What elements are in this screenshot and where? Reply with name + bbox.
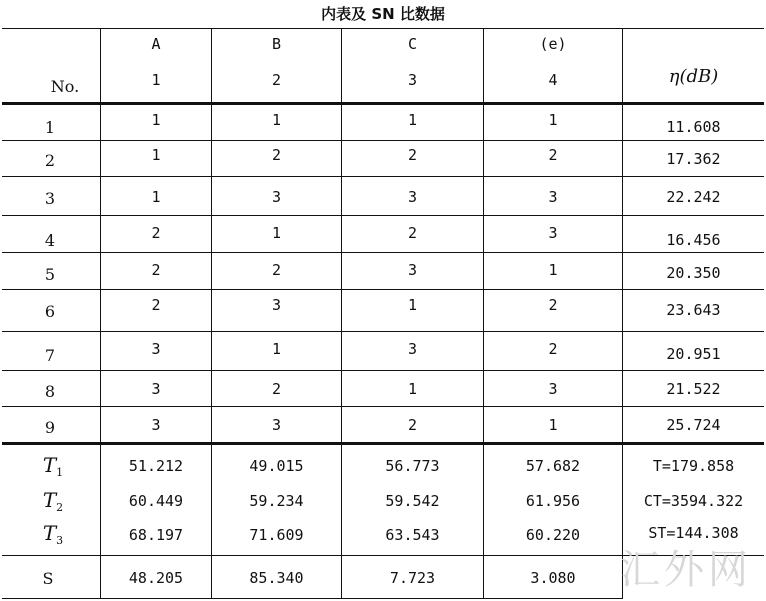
cell-e: 2 bbox=[548, 340, 558, 358]
cell-c: 7.723 bbox=[389, 569, 436, 587]
cell-a: 2 bbox=[151, 296, 161, 314]
totals-label: $T_3$ bbox=[42, 521, 64, 547]
cell-c: 2 bbox=[407, 224, 418, 242]
cell-a: 2 bbox=[151, 261, 161, 279]
cell-c: 59.542 bbox=[385, 492, 440, 510]
cell-c: 56.773 bbox=[385, 457, 440, 475]
cell-eta: 17.362 bbox=[666, 150, 721, 168]
table-bottom-rule bbox=[2, 598, 622, 599]
row-rule bbox=[2, 406, 764, 407]
cell-a: 51.212 bbox=[128, 457, 184, 475]
totals-top-rule bbox=[2, 442, 764, 445]
cell-c: 1 bbox=[407, 380, 418, 398]
cell-eta: 25.724 bbox=[666, 416, 721, 434]
header-col-4: 4 bbox=[548, 71, 558, 89]
cell-b: 85.340 bbox=[249, 569, 304, 587]
cell-b: 2 bbox=[271, 261, 282, 279]
cell-c: 63.543 bbox=[385, 526, 440, 544]
cell-e: 3 bbox=[548, 224, 558, 242]
cell-eta: 20.350 bbox=[666, 264, 721, 282]
cell-c: 2 bbox=[407, 146, 418, 164]
row-rule bbox=[2, 370, 764, 371]
cell-b: 1 bbox=[271, 340, 282, 358]
cell-e: 1 bbox=[548, 416, 558, 434]
header-factor-e: (e) bbox=[539, 35, 567, 53]
cell-b: 59.234 bbox=[249, 492, 304, 510]
cell-a: 1 bbox=[151, 111, 161, 129]
cell-e: 2 bbox=[548, 296, 558, 314]
row-no: 3 bbox=[44, 189, 56, 208]
row-rule bbox=[2, 331, 764, 332]
row-no: 2 bbox=[44, 151, 56, 170]
cell-e: 3.080 bbox=[530, 569, 576, 587]
table-title: 内表及 SN 比数据 bbox=[321, 5, 445, 23]
cell-e: 1 bbox=[548, 261, 558, 279]
header-no: No. bbox=[50, 77, 80, 96]
row-no: 8 bbox=[44, 382, 56, 401]
cell-e: 61.956 bbox=[525, 492, 581, 510]
cell-eta: 16.456 bbox=[666, 231, 721, 249]
cell-b: 49.015 bbox=[249, 457, 304, 475]
row-no: 4 bbox=[44, 231, 56, 250]
row-no: 1 bbox=[44, 118, 56, 137]
cell-e: 57.682 bbox=[525, 457, 581, 475]
row-rule bbox=[2, 289, 764, 290]
cell-c: 3 bbox=[407, 261, 418, 279]
cell-c: 2 bbox=[407, 416, 418, 434]
summary-ct: CT=3594.322 bbox=[643, 492, 744, 510]
cell-e: 3 bbox=[548, 188, 558, 206]
totals-label: $T_2$ bbox=[42, 488, 64, 514]
row-no: 5 bbox=[44, 265, 56, 284]
cell-c: 1 bbox=[407, 296, 418, 314]
cell-a: 3 bbox=[151, 340, 161, 358]
row-no: 7 bbox=[44, 346, 56, 365]
summary-t: T=179.858 bbox=[652, 457, 735, 475]
cell-e: 2 bbox=[548, 146, 558, 164]
header-col-3: 3 bbox=[407, 71, 418, 89]
header-col-2: 2 bbox=[271, 71, 282, 89]
cell-b: 3 bbox=[271, 296, 282, 314]
header-factor-a: A bbox=[151, 35, 161, 53]
row-rule bbox=[2, 140, 764, 141]
header-factor-b: B bbox=[271, 35, 282, 53]
cell-a: 1 bbox=[151, 188, 161, 206]
cell-eta: 20.951 bbox=[666, 345, 721, 363]
row-rule bbox=[2, 252, 764, 253]
header-eta: η(dB) bbox=[668, 66, 719, 87]
s-label: S bbox=[42, 569, 54, 588]
cell-b: 1 bbox=[271, 224, 282, 242]
row-rule bbox=[2, 176, 764, 177]
cell-a: 60.449 bbox=[128, 492, 184, 510]
row-rule bbox=[2, 215, 764, 216]
cell-e: 60.220 bbox=[525, 526, 581, 544]
cell-a: 2 bbox=[151, 224, 161, 242]
header-bottom-rule bbox=[2, 102, 764, 105]
cell-a: 3 bbox=[151, 416, 161, 434]
cell-b: 1 bbox=[271, 111, 282, 129]
header-factor-c: C bbox=[407, 35, 418, 53]
cell-e: 3 bbox=[548, 380, 558, 398]
watermark: 汇外网 bbox=[620, 547, 752, 593]
cell-b: 2 bbox=[271, 380, 282, 398]
cell-a: 48.205 bbox=[128, 569, 184, 587]
cell-e: 1 bbox=[548, 111, 558, 129]
cell-a: 68.197 bbox=[128, 526, 184, 544]
cell-eta: 22.242 bbox=[666, 188, 721, 206]
cell-a: 1 bbox=[151, 146, 161, 164]
cell-c: 3 bbox=[407, 340, 418, 358]
cell-a: 3 bbox=[151, 380, 161, 398]
cell-c: 1 bbox=[407, 111, 418, 129]
totals-label: $T_1$ bbox=[42, 453, 64, 479]
row-no: 6 bbox=[44, 302, 56, 321]
table-top-rule bbox=[2, 28, 764, 29]
cell-eta: 21.522 bbox=[666, 380, 721, 398]
cell-b: 3 bbox=[271, 416, 282, 434]
row-no: 9 bbox=[44, 418, 56, 437]
cell-eta: 23.643 bbox=[666, 301, 721, 319]
cell-b: 71.609 bbox=[249, 526, 304, 544]
cell-c: 3 bbox=[407, 188, 418, 206]
cell-b: 3 bbox=[271, 188, 282, 206]
summary-st: ST=144.308 bbox=[648, 524, 739, 542]
header-col-1: 1 bbox=[151, 71, 161, 89]
cell-b: 2 bbox=[271, 146, 282, 164]
cell-eta: 11.608 bbox=[666, 118, 721, 136]
